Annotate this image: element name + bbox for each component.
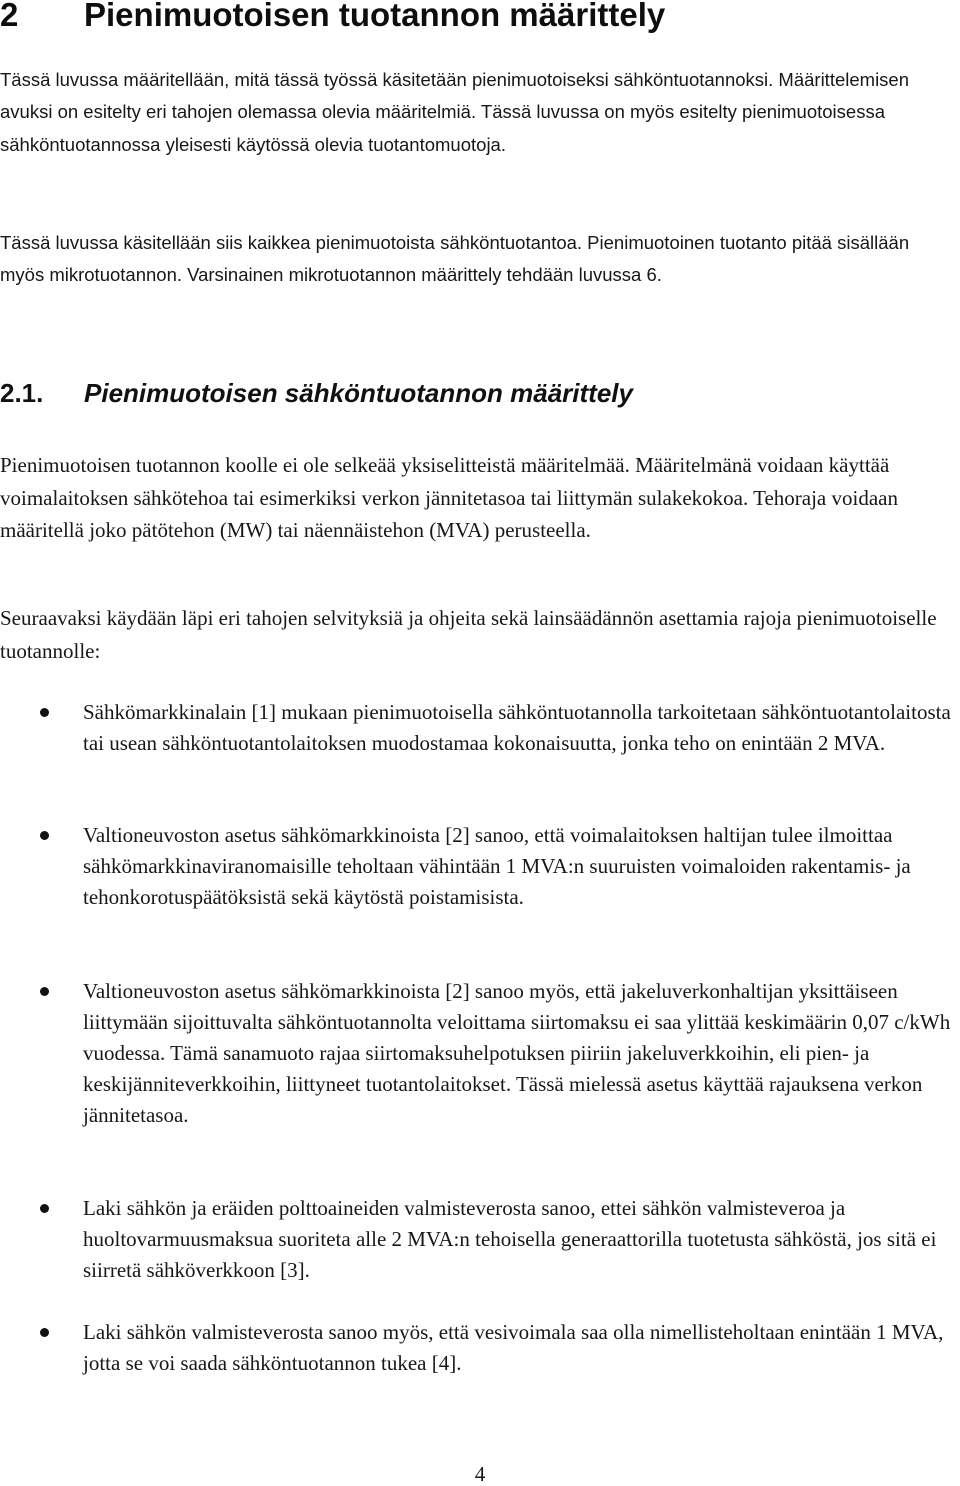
bullet-icon — [40, 831, 49, 840]
section-title: Pienimuotoisen sähköntuotannon määrittely — [84, 378, 633, 408]
list-item-text: Sähkömarkkinalain [1] mukaan pienimuotoisella sähköntuotannolla tarkoitetaan sähköntuotantolaitosta tai usean sähköntuotantolaitoksen muodostamaa kokonaisuutta, jonka teho on enintään 2 MVA. — [83, 700, 951, 755]
intro-paragraph-1: Tässä luvussa määritellään, mitä tässä työssä käsitetään pienimuotoiseksi sähköntuotannoksi. Määrittelemisen avuksi on esitelty eri tahojen olemassa olevia määritelmiä. Tässä luvussa on myös esitelty pienimuotoisessa sähköntuotannossa yleisesti käytössä olevia tuotantomuotoja. — [0, 69, 910, 155]
section-heading — [0, 375, 633, 411]
intro-paragraph-2: Tässä luvussa käsitellään siis kaikkea pienimuotoista sähköntuotantoa. Pienimuotoinen tuotanto pitää sisällään myös mikrotuotannon. Varsinainen mikrotuotannon määrittely tehdään luvussa 6. — [0, 232, 910, 286]
chapter-heading — [0, 0, 665, 35]
section-paragraph-1: Pienimuotoisen tuotannon koolle ei ole selkeää yksiselitteistä määritelmää. Määritelmänä voidaan käyttää voimalaitoksen sähkötehoa tai esimerkiksi verkon jännitetasoa tai liittymän sulakekokoa. Tehoraja voidaan määritellä joko pätötehon (MW) tai näennäistehon (MVA) perusteella. — [0, 453, 898, 542]
page-number: 4 — [474, 1462, 486, 1486]
bullet-icon — [40, 1204, 49, 1213]
bullet-icon — [40, 708, 49, 717]
list-item-text: Laki sähkön ja eräiden polttoaineiden valmisteverosta sanoo, ettei sähkön valmisteveroa ja huoltovarmuusmaksua suoriteta alle 2 MVA:n tehoisella generaattorilla tuotetusta sähköstä, jos sitä ei siirretä sähköverkkoon [3]. — [83, 1196, 937, 1282]
section-paragraph-2: Seuraavaksi käydään läpi eri tahojen selvityksiä ja ohjeita sekä lainsäädännön asettamia rajoja pienimuotoiselle tuotannolle: — [0, 606, 937, 663]
list-item-text: Laki sähkön valmisteverosta sanoo myös, että vesivoimala saa olla nimellisteholtaan enintään 1 MVA, jotta se voi saada sähköntuotannon tukea [4]. — [83, 1320, 944, 1375]
list-item-text: Valtioneuvoston asetus sähkömarkkinoista [2] sanoo myös, että jakeluverkonhaltijan yksittäiseen liittymään sijoittuvalta sähköntuotannolta veloittama siirtomaksu ei saa ylittää keskimäärin 0,07 c/kWh vuodessa. Tämä sanamuoto rajaa siirtomaksuhelpotuksen piiriin jakeluverkkoihin, eli pien- ja keskijänniteverkkoihin, liittyneet tuotantolaitokset. Tässä mielessä asetus käyttää rajauksena verkon jännitetasoa. — [83, 979, 951, 1127]
section-number: 2.1. — [0, 378, 44, 408]
chapter-number: 2 — [0, 0, 19, 33]
bullet-icon — [40, 1328, 49, 1337]
list-item-text: Valtioneuvoston asetus sähkömarkkinoista [2] sanoo, että voimalaitoksen haltijan tulee ilmoittaa sähkömarkkinaviranomaisille teholtaan vähintään 1 MVA:n suuruisten voimaloiden rakentamis- ja tehonkorotuspäätöksistä sekä käytöstä poistamisista. — [83, 823, 911, 909]
bullet-icon — [40, 987, 49, 996]
chapter-title: Pienimuotoisen tuotannon määrittely — [84, 0, 666, 33]
